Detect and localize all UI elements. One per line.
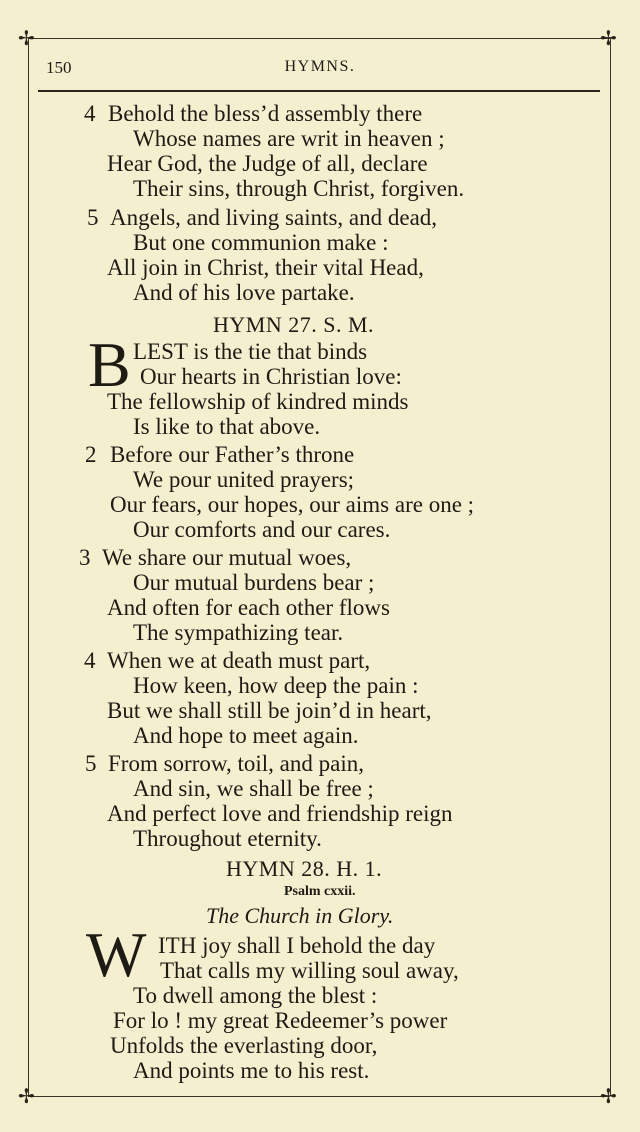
- verse-line: How keen, how deep the pain :: [133, 673, 419, 698]
- verse-line: When we at death must part,: [107, 648, 371, 673]
- verse-line: Unfolds the everlasting door,: [110, 1033, 378, 1058]
- stanza-number: 4: [84, 648, 96, 673]
- page-border-left: [28, 38, 29, 1096]
- corner-ornament-icon: ✢: [600, 26, 617, 50]
- verse-line: Our fears, our hopes, our aims are one ;: [110, 492, 475, 517]
- verse-line: Our comforts and our cares.: [133, 517, 391, 542]
- header-rule: [38, 90, 600, 92]
- verse-line: Their sins, through Christ, forgiven.: [133, 176, 465, 201]
- verse-line: But we shall still be join’d in heart,: [107, 698, 432, 723]
- drop-cap: W: [86, 919, 147, 990]
- corner-ornament-icon: ✢: [600, 1084, 617, 1108]
- verse-line: But one communion make :: [133, 230, 389, 255]
- verse-line: And perfect love and friendship reign: [107, 801, 453, 826]
- verse-line: And hope to meet again.: [133, 723, 359, 748]
- stanza-number: 5: [85, 751, 97, 776]
- hymn-subtitle: The Church in Glory.: [206, 903, 394, 928]
- verse-line: From sorrow, toil, and pain,: [108, 751, 364, 776]
- verse-line: Our mutual burdens bear ;: [133, 570, 375, 595]
- hymn-title: HYMN 28. H. 1.: [226, 856, 383, 881]
- page-border-top: [28, 38, 610, 39]
- psalm-reference: Psalm cxxii.: [284, 884, 356, 899]
- stanza-number: 2: [85, 442, 97, 467]
- verse-line: Our hearts in Christian love:: [140, 364, 402, 389]
- page-border-bottom: [28, 1096, 610, 1097]
- verse-line: The fellowship of kindred minds: [107, 389, 409, 414]
- verse-line: And often for each other flows: [107, 595, 390, 620]
- verse-line: LEST is the tie that binds: [133, 339, 368, 364]
- verse-line: And of his love partake.: [133, 280, 355, 305]
- drop-cap: B: [88, 329, 131, 400]
- verse-line: We share our mutual woes,: [102, 545, 352, 570]
- hymn-title: HYMN 27. S. M.: [213, 312, 375, 337]
- page-number: 150: [46, 58, 72, 77]
- verse-line: Hear God, the Judge of all, declare: [107, 151, 428, 176]
- verse-line: We pour united prayers;: [133, 467, 355, 492]
- corner-ornament-icon: ✢: [18, 1084, 35, 1108]
- stanza-number: 4: [84, 101, 96, 126]
- verse-line: Whose names are writ in heaven ;: [133, 126, 445, 151]
- verse-line: ITH joy shall I behold the day: [158, 933, 436, 958]
- verse-line: All join in Christ, their vital Head,: [107, 255, 424, 280]
- verse-line: Is like to that above.: [133, 414, 321, 439]
- verse-line: That calls my willing soul away,: [160, 958, 459, 983]
- verse-line: And points me to his rest.: [133, 1058, 370, 1083]
- stanza-number: 3: [79, 545, 91, 570]
- corner-ornament-icon: ✢: [18, 26, 35, 50]
- verse-line: Throughout eternity.: [133, 826, 322, 851]
- page-border-right: [610, 38, 611, 1096]
- verse-line: And sin, we shall be free ;: [133, 776, 374, 801]
- verse-line: The sympathizing tear.: [133, 620, 344, 645]
- verse-line: Angels, and living saints, and dead,: [110, 205, 438, 230]
- stanza-number: 5: [87, 205, 99, 230]
- verse-line: To dwell among the blest :: [133, 983, 378, 1008]
- running-head: HYMNS.: [284, 58, 356, 75]
- verse-line: For lo ! my great Redeemer’s power: [113, 1008, 448, 1033]
- verse-line: Before our Father’s throne: [110, 442, 355, 467]
- verse-line: Behold the bless’d assembly there: [108, 101, 423, 126]
